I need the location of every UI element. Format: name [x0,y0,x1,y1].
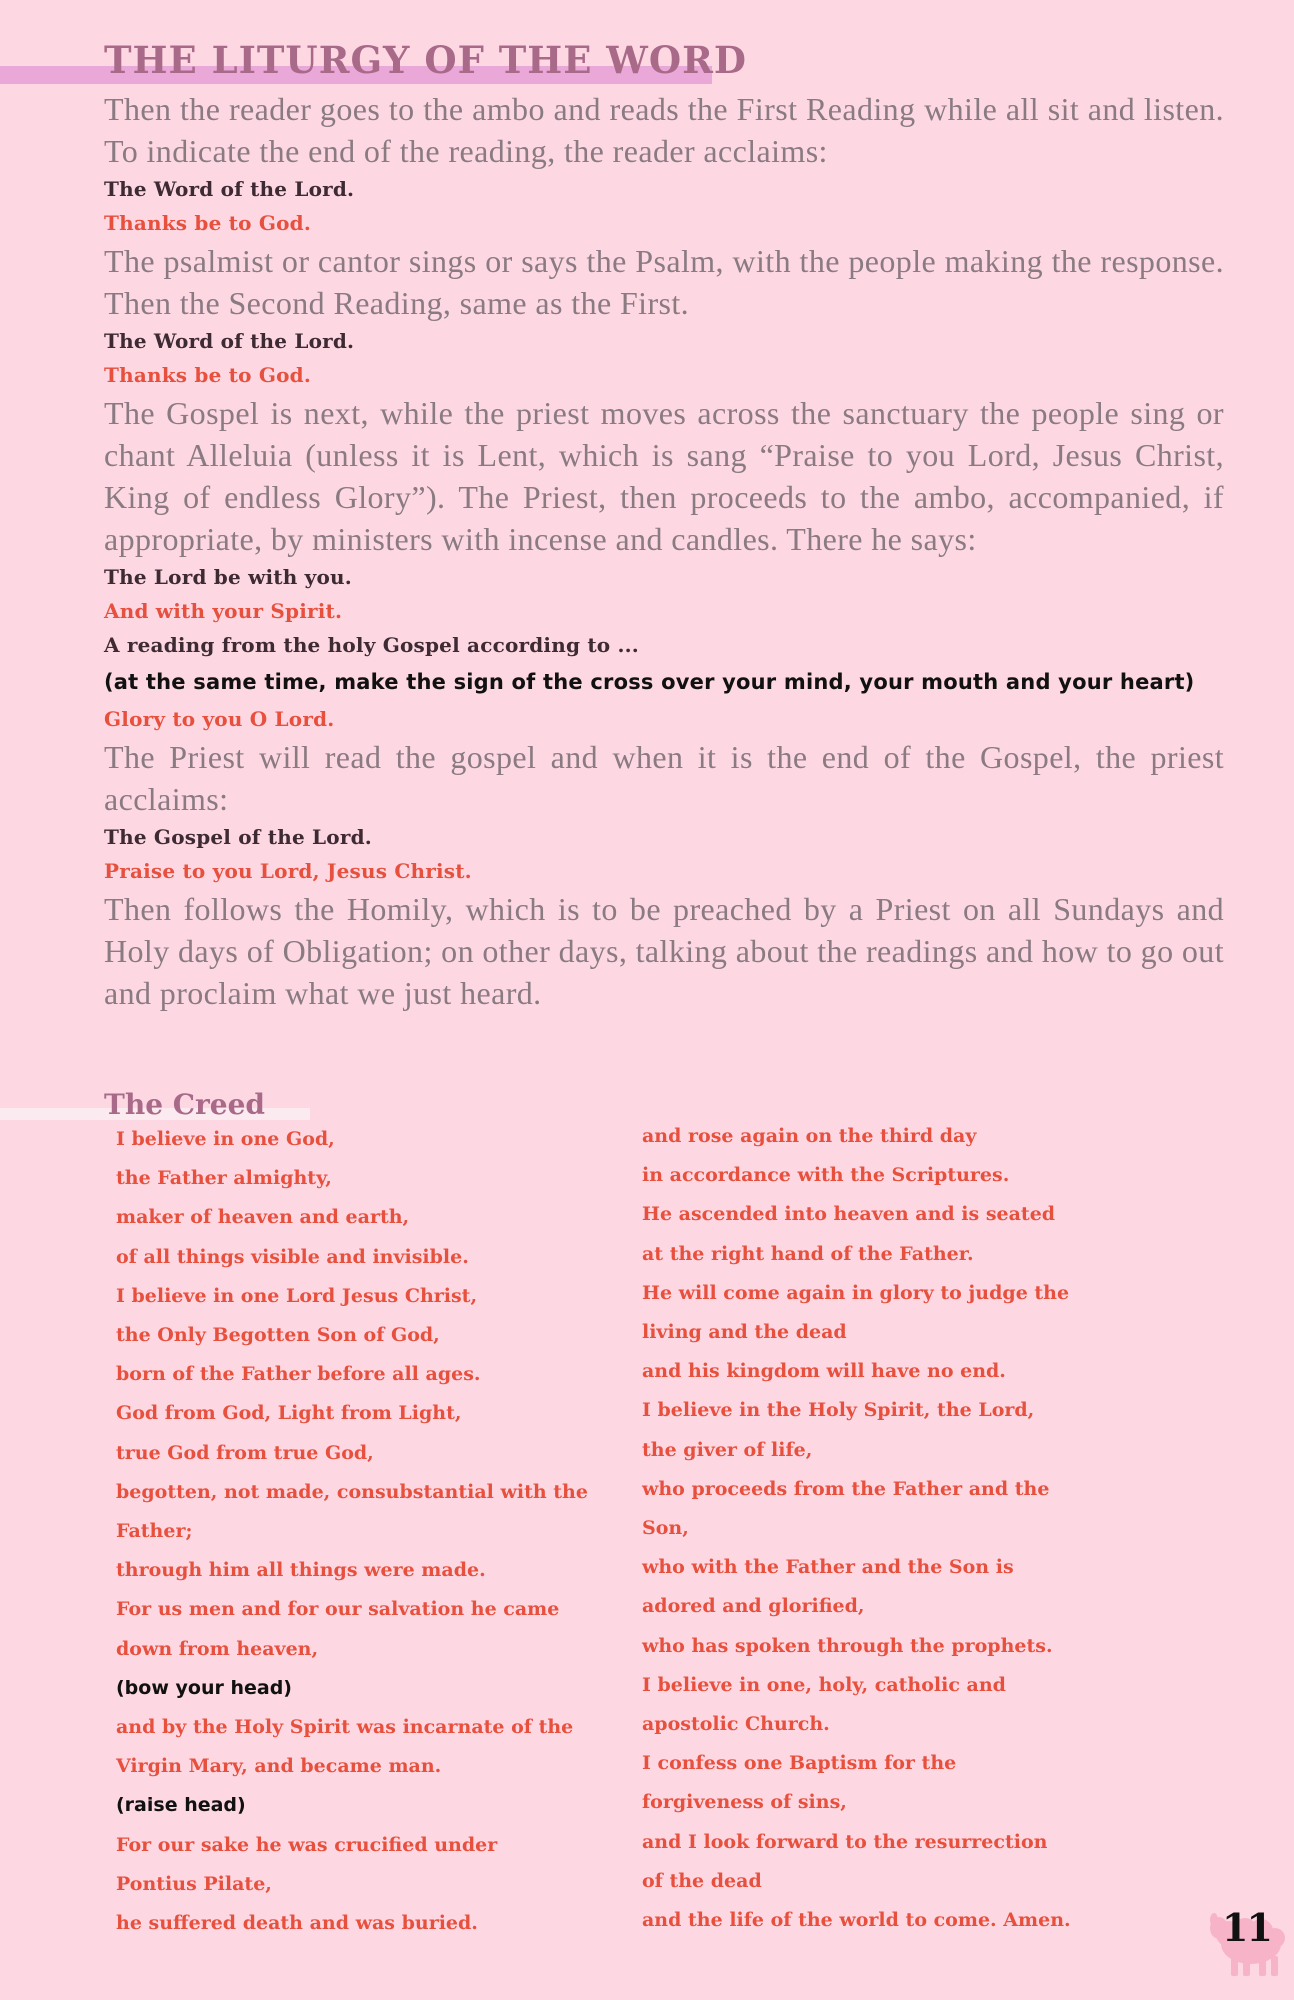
creed-line: who proceeds from the Father and the [642,1477,1050,1500]
body-paragraph: Then follows the Homily, which is to be preached by a Priest on all Sundays and Holy days of Obligation; on other days, talking about the readings and how to go out and proclaim what we just heard. [104,891,1224,1011]
creed-line: the Only Begotten Son of God, [116,1324,440,1347]
creed-line: Son, [642,1517,689,1540]
celebrant-line: A reading from the holy Gospel according to ... [104,633,639,657]
creed-line: down from heaven, [116,1637,319,1660]
creed-line: I believe in one God, [116,1128,335,1150]
creed-line: I believe in one Lord Jesus Christ, [116,1284,478,1307]
creed-line: who has spoken through the prophets. [642,1634,1053,1657]
creed-line: of the dead [642,1869,762,1892]
creed-line: I believe in one, holy, catholic and [642,1673,1006,1696]
creed-line: and the life of the world to come. Amen. [642,1909,1071,1932]
creed-line: He will come again in glory to judge the [642,1281,1070,1304]
celebrant-line: The Word of the Lord. [104,177,355,201]
creed-right-column [642,1117,1162,1940]
page-number: 11 [1222,1905,1271,1950]
body-paragraph: The Priest will read the gospel and when it is the end of the Gospel, the priest acclaims: [104,739,1224,817]
creed-line: born of the Father before all ages. [116,1363,481,1386]
creed-line: adored and glorified, [642,1595,865,1618]
creed-line: and rose again on the third day [642,1125,977,1147]
creed-line: in accordance with the Scriptures. [642,1164,1010,1187]
people-response: Thanks be to God. [104,211,311,235]
creed-title: The Creed [104,1088,265,1121]
creed-line: maker of heaven and earth, [116,1206,410,1229]
creed-line: true God from true God, [116,1441,374,1464]
creed-line: apostolic Church. [642,1713,830,1736]
creed-line: and by the Holy Spirit was incarnate of the [116,1716,574,1739]
creed-line: the giver of life, [642,1438,813,1461]
people-response: And with your Spirit. [104,599,343,623]
creed-line: He ascended into heaven and is seated [642,1203,1056,1226]
creed-line: the Father almighty, [116,1167,332,1190]
creed-left-column [116,1120,646,1943]
creed-line: begotten, not made, consubstantial with the [116,1480,588,1503]
creed-line: who with the Father and the Son is [642,1556,1014,1579]
creed-line: Pontius Pilate, [116,1872,272,1895]
creed-line: and I look forward to the resurrection [642,1830,1048,1853]
creed-line: I believe in the Holy Spirit, the Lord, [642,1399,1035,1422]
creed-line: living and the dead [642,1321,847,1344]
creed-line: God from God, Light from Light, [116,1402,462,1425]
creed-line: Father; [116,1520,193,1543]
celebrant-line: The Lord be with you. [104,565,352,589]
creed-line: I confess one Baptism for the [642,1752,957,1775]
people-response: Praise to you Lord, Jesus Christ. [104,859,472,883]
body-paragraph: The Gospel is next, while the priest moves across the sanctuary the people sing or chant Alleluia (unless it is Lent, which is sang “Praise to you Lord, Jesus Christ, King of endless Glory”). The Priest, then proceeds to the ambo, accompanied, if appropriate, by ministers with incense and candles. There he says: [104,395,1224,557]
creed-line: of all things visible and invisible. [116,1245,469,1268]
body-paragraph: The psalmist or cantor sings or says the Psalm, with the people making the response. Then the Second Reading, same as the First. [104,243,1224,321]
page-title: THE LITURGY OF THE WORD [104,38,747,82]
people-response: Glory to you O Lord. [104,707,335,731]
creed-line: at the right hand of the Father. [642,1242,974,1265]
liturgy-body [104,88,1224,1014]
creed-line: and his kingdom will have no end. [642,1360,1006,1383]
creed-line: For our sake he was crucified under [116,1833,498,1856]
celebrant-line: The Word of the Lord. [104,329,355,353]
creed-line: he suffered death and was buried. [116,1912,478,1935]
creed-line: through him all things were made. [116,1559,486,1582]
celebrant-line: The Gospel of the Lord. [104,825,372,849]
creed-line: (bow your head) [116,1676,292,1699]
creed-line: Virgin Mary, and became man. [116,1755,442,1778]
instruction-text: (at the same time, make the sign of the cross over your mind, your mouth and your heart) [104,670,1195,694]
creed-line: forgiveness of sins, [642,1791,847,1814]
creed-line: (raise head) [116,1794,246,1817]
people-response: Thanks be to God. [104,363,311,387]
creed-line: For us men and for our salvation he came [116,1598,560,1621]
body-paragraph: Then the reader goes to the ambo and reads the First Reading while all sit and listen. To indicate the end of the reading, the reader acclaims: [104,91,1224,169]
